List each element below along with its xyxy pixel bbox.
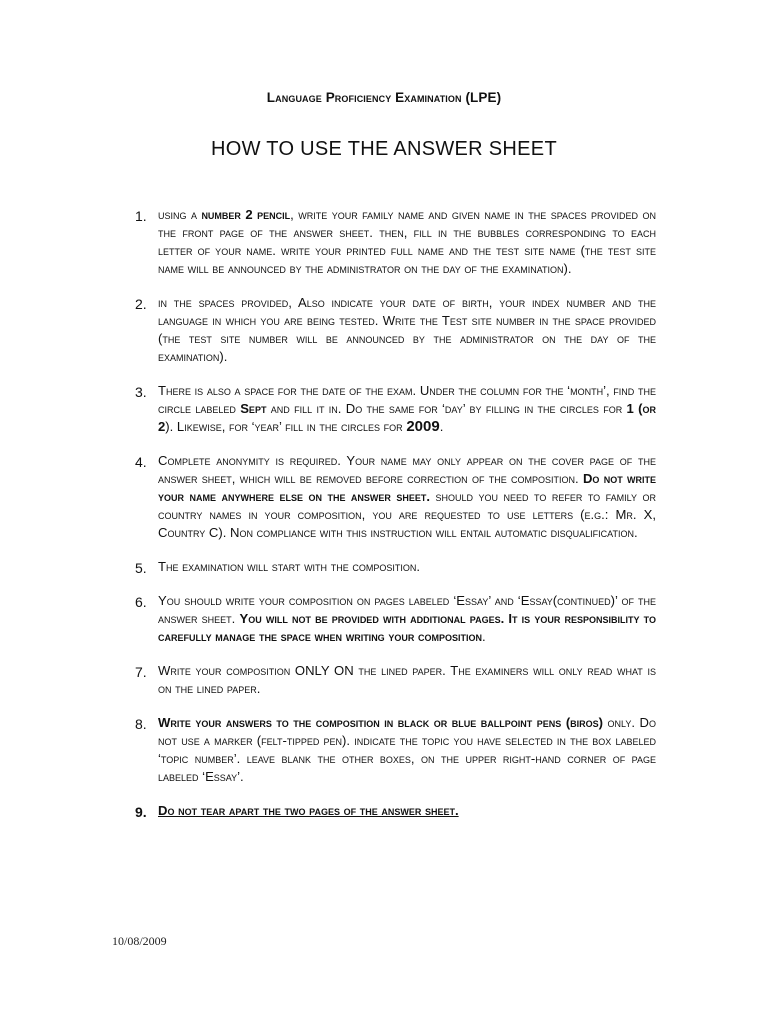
exam-heading: Language Proficiency Examination (LPE) xyxy=(266,90,502,105)
instruction-list xyxy=(132,206,656,820)
item-number: 8. xyxy=(135,716,147,732)
text-segment: only. Do not use a marker (felt-tipped pen). indicate the topic you have selected in the box labeled ‘topic number’. leave blank the other boxes, on the upper right-hand corner of page labeled ‘Essay’. xyxy=(158,715,657,784)
text-segment: . xyxy=(439,419,444,434)
instruction-item-3 xyxy=(132,382,656,436)
text-segment: Write your composition ONLY ON the lined paper. The examiners will only read what is on the lined paper. xyxy=(158,663,656,696)
text-segment: You should write your composition on pages labeled ‘Essay’ and ‘Essay(continued)’ of the answer sheet. xyxy=(158,593,656,626)
instruction-text xyxy=(158,663,656,696)
text-segment: number 2 pencil xyxy=(201,207,291,222)
text-segment: and fill it in. Do the same for ‘day’ by filling in the circles for xyxy=(266,401,627,416)
text-segment: Sept xyxy=(240,401,267,416)
item-number: 4. xyxy=(135,454,147,470)
instruction-item-8 xyxy=(132,714,656,786)
instruction-item-7 xyxy=(132,662,656,698)
text-segment: The examination will start with the composition. xyxy=(158,559,420,574)
footer-date: 10/08/2009 xyxy=(112,934,167,948)
item-number: 9. xyxy=(135,804,147,820)
text-segment: using a xyxy=(158,207,202,222)
instruction-text xyxy=(158,559,420,574)
instruction-item-1 xyxy=(132,206,656,278)
page-title: HOW TO USE THE ANSWER SHEET xyxy=(211,138,557,160)
text-segment: You will not be provided with additional pages. It is your responsibility to carefully manage the space when writing your composition xyxy=(158,611,656,644)
text-segment: ). Likewise, for ‘year’ fill in the circles for xyxy=(165,419,407,434)
instruction-item-4 xyxy=(132,452,656,542)
text-segment: should you need to refer to family or country names in your composition, you are requested to use letters (e.g.: Mr. X, Country C). Non compliance with this instruction will entail automatic disqualification. xyxy=(158,489,656,540)
instruction-text xyxy=(158,803,459,818)
item-number: 7. xyxy=(135,664,147,680)
text-segment: Write your answers to the composition in black or blue ballpoint pens (biros) xyxy=(158,715,604,730)
instruction-text xyxy=(158,383,656,434)
text-segment: Do not write your name anywhere else on the answer sheet. xyxy=(158,471,656,504)
instruction-text xyxy=(158,453,656,540)
instruction-text xyxy=(158,593,656,644)
text-segment: 1 (or 2 xyxy=(158,401,657,434)
instruction-text xyxy=(158,207,656,276)
text-segment: There is also a space for the date of the exam. Under the column for the ‘month’, find the circle labeled xyxy=(158,383,656,416)
instruction-text xyxy=(158,715,656,784)
text-segment: 2009 xyxy=(406,418,440,435)
text-segment: Do not tear apart the two pages of the answer sheet. xyxy=(158,803,459,818)
instruction-text xyxy=(158,295,656,364)
item-number: 1. xyxy=(135,208,147,224)
text-segment: in the spaces provided, Also indicate your date of birth, your index number and the language in which you are being tested. Write the Test site number in the space provided (the test site number will be announced by the administrator on the day of the examination). xyxy=(158,295,656,364)
item-number: 3. xyxy=(135,384,147,400)
instruction-item-5 xyxy=(132,558,656,576)
item-number: 2. xyxy=(135,296,147,312)
text-segment: Complete anonymity is required. Your name may only appear on the cover page of the answer sheet, which will be removed before correction of the composition. xyxy=(158,453,656,486)
text-segment: , write your family name and given name in the spaces provided on the front page of the answer sheet. then, fill in the bubbles corresponding to each letter of your name. write your printed full name and the test site name (the test site name will be announced by the administrator on the day of the examination). xyxy=(158,207,656,276)
text-segment: . xyxy=(481,629,486,644)
item-number: 5. xyxy=(135,560,147,576)
instruction-item-2 xyxy=(132,294,656,366)
item-number: 6. xyxy=(135,594,147,610)
instruction-item-9 xyxy=(132,802,656,820)
instruction-item-6 xyxy=(132,592,656,646)
